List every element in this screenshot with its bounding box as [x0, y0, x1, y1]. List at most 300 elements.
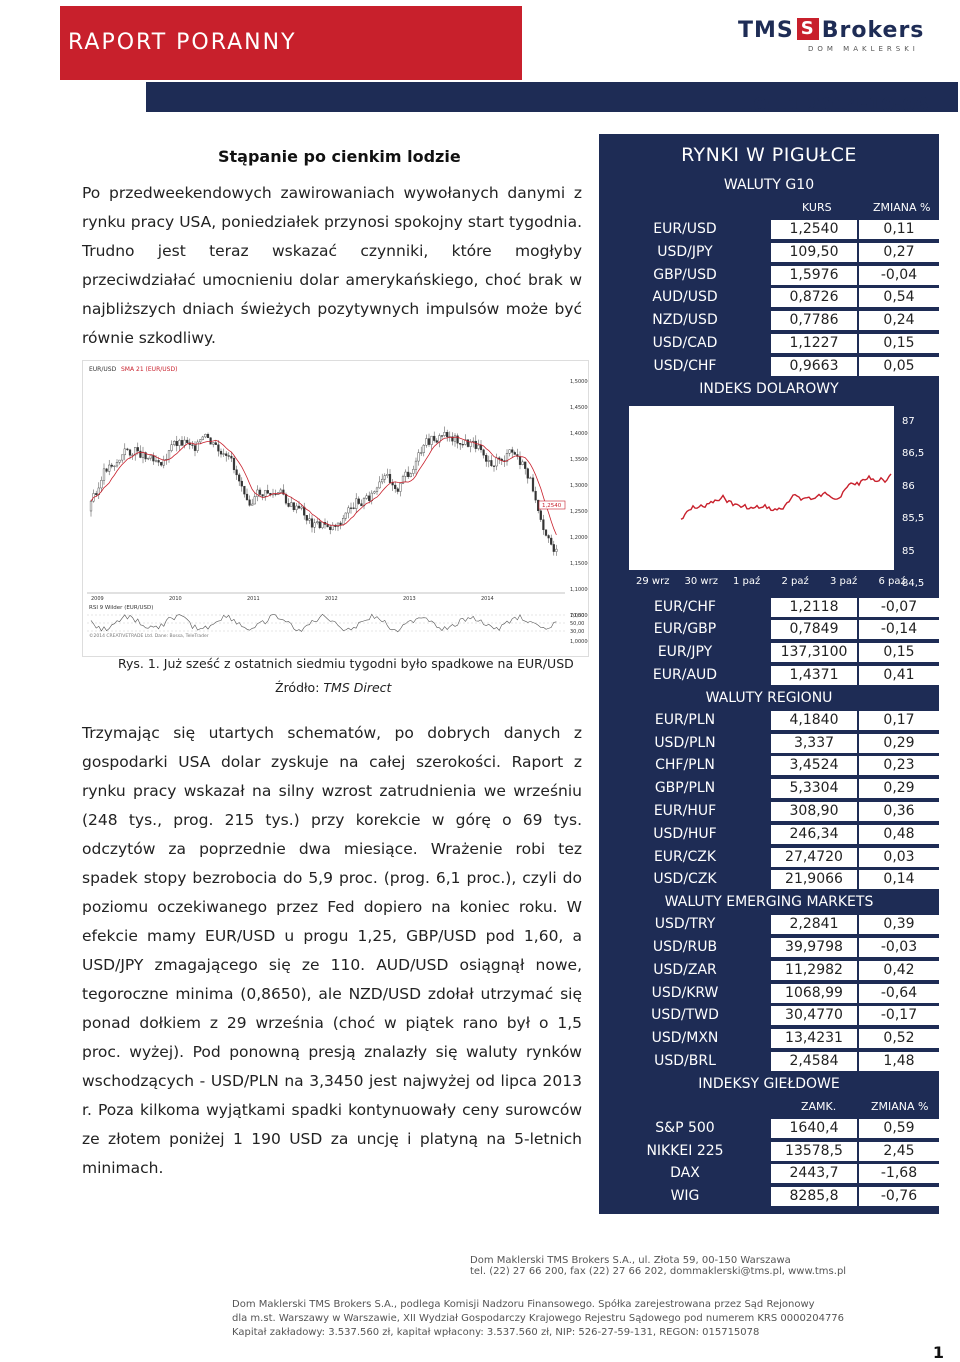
- eurusd-candle: [150, 455, 152, 458]
- eurusd-candle: [233, 458, 235, 470]
- eurusd-candle: [524, 462, 526, 469]
- eurusd-candle: [257, 490, 259, 497]
- quote-value: 0,8726: [771, 288, 857, 307]
- eurusd-candle: [350, 508, 352, 509]
- eurusd-candle: [400, 483, 402, 491]
- eurusd-candle: [199, 440, 201, 442]
- quote-row: [599, 913, 939, 936]
- eurusd-candle: [361, 504, 363, 506]
- eurusd-candle: [173, 441, 175, 445]
- eurusd-candle: [514, 452, 516, 454]
- eurusd-candle: [556, 549, 558, 551]
- eurusd-candle: [374, 492, 376, 494]
- eurusd-candle: [194, 446, 196, 451]
- quote-row: [599, 241, 939, 264]
- col-zmiana-indices: ZMIANA %: [871, 1099, 929, 1113]
- emerging-table: [599, 913, 939, 1073]
- eurusd-candle: [337, 523, 339, 527]
- dollar-index-y-tick: 85,5: [902, 513, 925, 525]
- eurusd-candle: [332, 525, 334, 530]
- dollar-index-chart: [599, 400, 939, 596]
- quote-change: -0,64: [859, 984, 939, 1003]
- quote-name: USD/KRW: [651, 984, 719, 1001]
- eurusd-candle: [246, 494, 248, 500]
- quote-row: [599, 309, 939, 332]
- quote-value: 109,50: [771, 243, 857, 262]
- eurusd-candle: [345, 513, 347, 518]
- quote-row: [599, 641, 939, 664]
- quote-value: 5,3304: [771, 779, 857, 798]
- eurusd-candle: [405, 472, 407, 476]
- quote-value: 4,1840: [771, 711, 857, 730]
- quote-row: [599, 1140, 939, 1163]
- eurusd-candle: [275, 494, 277, 495]
- quote-name: GBP/USD: [653, 266, 717, 283]
- eurusd-candle: [462, 444, 464, 445]
- quote-row: [599, 1027, 939, 1050]
- quote-name: CHF/PLN: [655, 757, 715, 774]
- quote-row: [599, 846, 939, 869]
- quote-change: 0,15: [859, 643, 939, 662]
- eurusd-candle: [475, 441, 477, 449]
- quote-change: 0,27: [859, 243, 939, 262]
- dollar-index-y-tick: 86: [902, 480, 915, 492]
- quote-change: 0,29: [859, 779, 939, 798]
- quote-row: [599, 823, 939, 846]
- quote-row: [599, 754, 939, 777]
- eurusd-candle: [433, 436, 435, 440]
- eurusd-candle: [467, 440, 469, 447]
- eurusd-candle: [160, 462, 162, 465]
- eurusd-price-tick: 1,3000: [570, 483, 588, 489]
- quote-row: [599, 264, 939, 287]
- eurusd-candle: [522, 462, 524, 465]
- dollar-index-x-tick: 3 paź: [830, 575, 858, 587]
- eurusd-candle: [426, 439, 428, 446]
- quote-value: 30,4770: [771, 1006, 857, 1025]
- quote-name: EUR/HUF: [653, 802, 717, 819]
- quote-row: [599, 286, 939, 309]
- dollar-index-y-tick: 85: [902, 545, 915, 557]
- eurusd-candle: [389, 474, 391, 483]
- eurusd-candle: [485, 455, 487, 461]
- eurusd-candle: [428, 439, 430, 445]
- dollar-index-plot: [629, 406, 894, 570]
- eurusd-candle: [314, 523, 316, 527]
- eurusd-candle: [353, 508, 355, 509]
- eurusd-candle: [446, 432, 448, 437]
- quote-row: [599, 777, 939, 800]
- eurusd-candle: [480, 445, 482, 450]
- quote-value: 8285,8: [771, 1187, 857, 1206]
- quote-name: DAX: [670, 1165, 700, 1182]
- eurusd-chart: [82, 360, 589, 657]
- quote-name: WIG: [670, 1188, 700, 1205]
- dollar-index-x-tick: 30 wrz: [684, 575, 718, 587]
- quote-value: 3,337: [771, 734, 857, 753]
- eurusd-candle: [358, 499, 360, 504]
- eurusd-candle: [366, 496, 368, 499]
- quote-change: 0,17: [859, 711, 939, 730]
- quote-name: S&P 500: [655, 1119, 715, 1136]
- cross-table: [599, 596, 939, 687]
- eurusd-candle: [420, 453, 422, 454]
- eurusd-candle: [254, 497, 256, 504]
- quote-row: [599, 1050, 939, 1073]
- quote-name: USD/TRY: [654, 916, 716, 933]
- quote-name: USD/PLN: [654, 734, 716, 751]
- eurusd-candle: [225, 454, 227, 456]
- quote-change: 0,52: [859, 1029, 939, 1048]
- quote-change: -0,03: [859, 938, 939, 957]
- eurusd-candle: [327, 524, 329, 526]
- eurusd-candle: [545, 530, 547, 536]
- eurusd-candle: [496, 458, 498, 466]
- eurusd-candle: [301, 507, 303, 508]
- eurusd-candle: [493, 466, 495, 467]
- eurusd-price-tick: 1,1500: [570, 561, 588, 567]
- eurusd-candle: [163, 460, 165, 465]
- eurusd-candle: [142, 453, 144, 458]
- eurusd-candle: [168, 451, 170, 460]
- eurusd-candle: [478, 445, 480, 449]
- eurusd-candle: [394, 485, 396, 489]
- eurusd-candle: [423, 445, 425, 452]
- figure-source-name: TMS Direct: [323, 680, 392, 695]
- eurusd-candle: [298, 506, 300, 508]
- quote-name: USD/CHF: [653, 357, 717, 374]
- quote-name: USD/TWD: [651, 1007, 719, 1024]
- quote-change: 0,24: [859, 311, 939, 330]
- quote-name: USD/HUF: [653, 825, 717, 842]
- eurusd-candle: [90, 501, 92, 511]
- quote-name: EUR/GBP: [653, 621, 717, 638]
- quote-name: EUR/JPY: [657, 644, 713, 661]
- eurusd-candle: [410, 474, 412, 477]
- quote-change: 0,59: [859, 1119, 939, 1138]
- eurusd-candle: [329, 527, 331, 530]
- quote-name: EUR/PLN: [654, 711, 716, 728]
- eurusd-candle: [181, 440, 183, 445]
- quote-name: NIKKEI 225: [646, 1142, 724, 1159]
- eurusd-candle: [121, 455, 123, 460]
- section-indices-heading: INDEKSY GIEŁDOWE: [698, 1075, 840, 1092]
- eurusd-year-tick: 2009: [91, 596, 104, 602]
- g10-column-header: [599, 196, 939, 218]
- eurusd-candle: [436, 441, 438, 443]
- quote-value: 27,4720: [771, 848, 857, 867]
- quote-value: 1640,4: [771, 1119, 857, 1138]
- eurusd-candle: [244, 486, 246, 494]
- quote-value: 1,1227: [771, 334, 857, 353]
- eurusd-candle: [220, 451, 222, 454]
- eurusd-candle: [290, 503, 292, 507]
- eurusd-candle: [322, 522, 324, 528]
- quote-change: -0,17: [859, 1006, 939, 1025]
- eurusd-candle: [535, 491, 537, 500]
- eurusd-candle: [212, 443, 214, 445]
- quote-change: 0,15: [859, 334, 939, 353]
- eurusd-price-tick: 1,2000: [570, 535, 588, 541]
- eurusd-candle: [296, 506, 298, 510]
- eurusd-candle: [381, 479, 383, 482]
- quote-value: 1,2540: [771, 220, 857, 239]
- eurusd-candle: [519, 456, 521, 464]
- eurusd-price-tick: 1,1000: [570, 587, 588, 593]
- markets-panel: [599, 134, 939, 1214]
- quote-value: 2,4584: [771, 1052, 857, 1071]
- eurusd-indicator-label: SMA 21 (EUR/USD): [121, 366, 178, 373]
- quote-row: [599, 596, 939, 619]
- eurusd-candle: [218, 445, 220, 451]
- rsi-level-tick: 50,00: [570, 621, 585, 627]
- eurusd-candle: [527, 469, 529, 479]
- quote-name: GBP/PLN: [654, 780, 716, 797]
- eurusd-candle: [376, 488, 378, 492]
- quote-value: 0,7849: [771, 620, 857, 639]
- eurusd-candle: [488, 460, 490, 461]
- chart-copyright: ©2014 CREATIVETRADE Ltd. Dane: Bossa, TeleTrader: [89, 634, 209, 639]
- eurusd-candle: [355, 499, 357, 509]
- quote-value: 2443,7: [771, 1164, 857, 1183]
- quote-value: 1,2118: [771, 598, 857, 617]
- eurusd-candle: [119, 460, 121, 462]
- eurusd-candle: [236, 470, 238, 475]
- quote-row: [599, 868, 939, 891]
- quote-change: 0,41: [859, 666, 939, 685]
- quote-row: [599, 218, 939, 241]
- eurusd-candle: [392, 483, 394, 485]
- figure-source: [275, 680, 391, 695]
- eurusd-candle: [184, 440, 186, 445]
- eurusd-candle: [342, 518, 344, 524]
- eurusd-symbol-label: EUR/USD: [89, 366, 117, 373]
- quote-value: 0,7786: [771, 311, 857, 330]
- quote-value: 308,90: [771, 802, 857, 821]
- quote-change: 0,03: [859, 848, 939, 867]
- eurusd-candle: [158, 460, 160, 462]
- eurusd-candle: [285, 494, 287, 503]
- eurusd-candle: [251, 504, 253, 505]
- eurusd-year-tick: 2013: [403, 596, 416, 602]
- eurusd-candle: [228, 456, 230, 457]
- eurusd-candle: [176, 441, 178, 445]
- quote-row: [599, 618, 939, 641]
- article-intro: Po przedweekendowych zawirowaniach wywołanych danymi z rynku pracy USA, poniedziałek przynosi spokojny start tygodnia. Trudno jest teraz wskazać czynniki, które mogłyby przeciwdziałać umocnieniu dolar amerykańskiego, choć brak w najbliższych dniach świeżych pozytywnych impulsów może być równie szkodliwy.: [82, 184, 582, 347]
- quote-value: 137,3100: [771, 643, 857, 662]
- eurusd-candle: [511, 450, 513, 453]
- article-title: Stąpanie po cienkim lodzie: [218, 147, 461, 166]
- eurusd-candle: [153, 455, 155, 461]
- eurusd-candle: [553, 544, 555, 551]
- quote-row: [599, 1004, 939, 1027]
- eurusd-candle: [418, 453, 420, 461]
- eurusd-year-tick: 2012: [325, 596, 338, 602]
- eurusd-year-tick: 2010: [169, 596, 182, 602]
- eurusd-last-price: 1,2540: [542, 503, 562, 509]
- logo-brokers: Brokers: [821, 18, 925, 43]
- quote-row: [599, 664, 939, 687]
- eurusd-candle: [127, 449, 129, 450]
- quote-value: 2,2841: [771, 915, 857, 934]
- section-region-heading: WALUTY REGIONU: [705, 689, 833, 706]
- dollar-index-x-tick: 1 paź: [733, 575, 761, 587]
- quote-change: -0,07: [859, 598, 939, 617]
- eurusd-candle: [106, 469, 108, 472]
- eurusd-candle: [548, 535, 550, 538]
- col-zamk: ZAMK.: [801, 1099, 837, 1113]
- eurusd-candle: [262, 494, 264, 496]
- region-table: [599, 709, 939, 891]
- eurusd-candle: [319, 522, 321, 528]
- quote-value: 13,4231: [771, 1029, 857, 1048]
- eurusd-candle: [215, 443, 217, 445]
- quote-value: 21,9066: [771, 870, 857, 889]
- eurusd-candle: [140, 451, 142, 457]
- page-number: 1: [932, 1343, 944, 1362]
- markets-title: RYNKI W PIGUŁCE: [681, 144, 857, 166]
- quote-change: 0,39: [859, 915, 939, 934]
- indices-table: [599, 1117, 939, 1208]
- quote-change: 1,48: [859, 1052, 939, 1071]
- eurusd-price-tick: 1,4500: [570, 405, 588, 411]
- eurusd-candle: [379, 482, 381, 488]
- eurusd-candle: [238, 475, 240, 481]
- eurusd-price-tick: 1,3500: [570, 457, 588, 463]
- company-logo: [738, 18, 924, 53]
- rsi-label: RSI 9 Wilder (EUR/USD): [89, 605, 154, 611]
- dollar-index-svg: [629, 406, 894, 570]
- eurusd-candle: [483, 450, 485, 455]
- quote-name: USD/MXN: [651, 1030, 719, 1047]
- eurusd-candle: [95, 493, 97, 494]
- footer-address: Dom Maklerski TMS Brokers S.A., ul. Złota 59, 00-150 Warszawa: [470, 1255, 791, 1266]
- quote-name: NZD/USD: [652, 312, 718, 329]
- footer-legal-3: Kapitał zakładowy: 3.537.560 zł, kapitał wpłacony: 3.537.560 zł, NIP: 526-27-59-131, REGON: 015715078: [232, 1327, 760, 1338]
- eurusd-candle: [108, 465, 110, 471]
- dollar-index-y-tick: 84,5: [902, 578, 925, 590]
- quote-row: [599, 709, 939, 732]
- eurusd-candle: [415, 461, 417, 469]
- eurusd-candle: [171, 445, 173, 451]
- eurusd-candle: [309, 519, 311, 521]
- eurusd-candle: [368, 496, 370, 501]
- quote-value: 3,4524: [771, 756, 857, 775]
- dollar-index-x-tick: 29 wrz: [636, 575, 670, 587]
- report-datetime: 10:11 2014-10-06: [740, 94, 929, 116]
- eurusd-year-tick: 2011: [247, 596, 260, 602]
- quote-name: AUD/USD: [652, 289, 718, 306]
- footer-phone: tel. (22) 27 66 200, fax (22) 27 66 202, dommaklerski@tms.pl, www.tms.pl: [470, 1266, 847, 1277]
- eurusd-candle: [550, 538, 552, 544]
- quote-value: 1068,99: [771, 984, 857, 1003]
- eurusd-candle: [509, 450, 511, 454]
- eurusd-price-tick: 1,0000: [570, 639, 588, 645]
- quote-value: 246,34: [771, 825, 857, 844]
- quote-name: EUR/USD: [653, 221, 717, 237]
- quote-value: 1,4371: [771, 666, 857, 685]
- eurusd-candle: [111, 465, 113, 466]
- article-body: Trzymając się utartych schematów, po dobrych danych z gospodarki USA dolar zyskuje na całej szerokości. Raport z rynku pracy wskazał na silny wzrost zatrudnienia we wrześniu (248 tys., prog. 215 tys.) przy korekcie w górę o 69 tys. odczytów za poprzednie dwa miesiące. Wrażenie robi tez spadek stopy bezrobocia do 5,9 proc. (prog. 6,1 proc.), czyli do poziomu oczekiwanego przez Fed dopiero na koniec roku. W efekcie mamy EUR/USD u progu 1,25, GBP/USD pod 1,60, a USD/JPY zmagającego się ze 110. AUD/USD osiągnął nowe, tegoroczne minima (0,8650), ale NZD/USD zdołał utrzymać się ponad dołkiem z 29 września (choć w piątek rano był o 1,5 proc. wyżej). Pod ponowną presją znalazły się waluty rynków wschodzących - USD/PLN na 3,3450 jest najwyżej od lipca 2013 r. Poza kilkoma wyjątkami spadki kontynuowały ceny surowców ze złotem poniżej 1 190 USD za uncję i platyną na 5-letnich minimach.: [82, 724, 582, 1177]
- quote-change: 2,45: [859, 1142, 939, 1161]
- section-emerging-heading: WALUTY EMERGING MARKETS: [664, 894, 874, 911]
- quote-name: USD/JPY: [657, 243, 713, 260]
- eurusd-candle: [441, 436, 443, 437]
- eurusd-candle: [532, 478, 534, 491]
- dollar-index-x-tick: 6 paź: [878, 575, 906, 587]
- eurusd-year-tick: 2014: [481, 596, 494, 602]
- eurusd-price-tick: 1,0500: [570, 613, 588, 619]
- quote-row: [599, 800, 939, 823]
- dollar-index-y-tick: 86,5: [902, 448, 925, 460]
- eurusd-candle: [540, 511, 542, 520]
- eurusd-candle: [103, 469, 105, 480]
- eurusd-candle: [147, 458, 149, 459]
- quote-name: USD/BRL: [654, 1052, 716, 1069]
- eurusd-candle: [186, 440, 188, 443]
- quote-name: USD/RUB: [652, 938, 718, 955]
- eurusd-price-tick: 1,4000: [570, 431, 588, 437]
- eurusd-candle: [348, 508, 350, 513]
- eurusd-candle: [454, 436, 456, 441]
- eurusd-candle: [530, 478, 532, 479]
- quote-change: -0,04: [859, 266, 939, 285]
- quote-row: [599, 982, 939, 1005]
- footer-legal-2: dla m.st. Warszawy w Warszawie, XII Wydział Gospodarczy Krajowego Rejestru Sądowego pod numerem KRS 0000204776: [232, 1313, 845, 1324]
- col-kurs: KURS: [802, 201, 832, 214]
- quote-change: -0,76: [859, 1187, 939, 1206]
- quote-name: EUR/CZK: [653, 848, 717, 865]
- eurusd-candle: [311, 519, 313, 528]
- eurusd-candle: [241, 481, 243, 486]
- section-g10-heading: WALUTY G10: [723, 177, 815, 193]
- rsi-level-tick: 30,00: [570, 629, 585, 635]
- eurusd-candle: [491, 460, 493, 465]
- quote-row: [599, 936, 939, 959]
- quote-name: USD/CZK: [653, 871, 717, 888]
- eurusd-candle: [267, 490, 269, 493]
- eurusd-candle: [202, 437, 204, 440]
- dollar-index-heading: INDEKS DOLAROWY: [699, 380, 839, 397]
- eurusd-candle: [179, 440, 181, 445]
- eurusd-candle: [192, 445, 194, 446]
- quote-row: [599, 1117, 939, 1140]
- eurusd-candle: [407, 472, 409, 477]
- footer-legal-1: Dom Maklerski TMS Brokers S.A., podlega Komisji Nadzoru Finansowego. Spółka zarejestrowana przez Sąd Rejonowy: [232, 1299, 815, 1310]
- eurusd-candle: [397, 489, 399, 492]
- eurusd-candle: [207, 434, 209, 438]
- quote-change: 0,48: [859, 825, 939, 844]
- eurusd-price-tick: 1,5000: [570, 379, 588, 385]
- eurusd-candle: [137, 447, 139, 451]
- quote-change: -0,14: [859, 620, 939, 639]
- eurusd-candle: [223, 454, 225, 455]
- quote-name: EUR/AUD: [652, 666, 718, 683]
- eurusd-candle: [288, 503, 290, 506]
- quote-name: USD/ZAR: [653, 961, 717, 978]
- eurusd-candle: [459, 443, 461, 444]
- quote-change: 0,54: [859, 288, 939, 307]
- eurusd-candle: [543, 520, 545, 530]
- eurusd-candle: [280, 490, 282, 493]
- eurusd-candle: [197, 442, 199, 451]
- quote-name: USD/CAD: [652, 334, 718, 351]
- eurusd-candle: [249, 500, 251, 506]
- eurusd-candle: [155, 460, 157, 461]
- quote-change: 0,05: [859, 357, 939, 376]
- dollar-index-y-tick: 87: [902, 415, 915, 427]
- eurusd-candle: [205, 434, 207, 437]
